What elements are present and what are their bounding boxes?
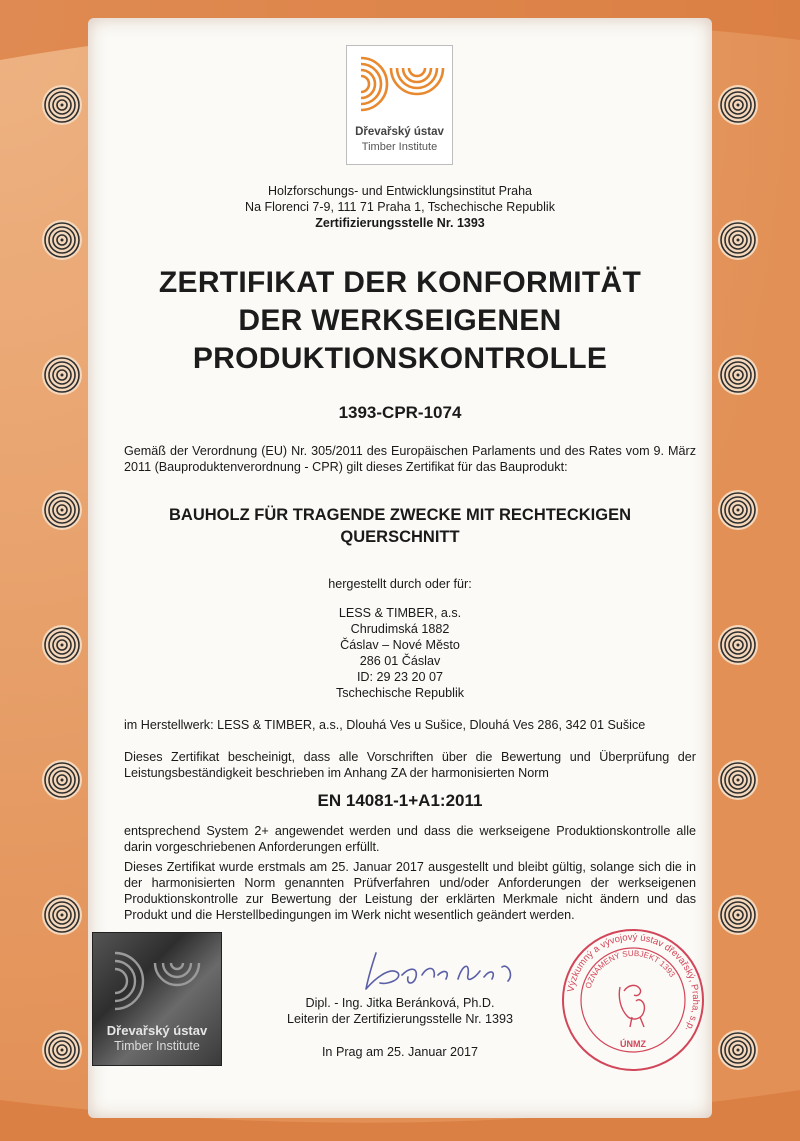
manufacturer-id: ID: 29 23 20 07 [356,670,444,684]
signatory-name: Dipl. - Ing. Jitka Beránková, Ph.D. [305,996,495,1010]
title-line1: ZERTIFIKAT DER KONFORMITÄT [158,266,642,299]
hologram-text-line1: Dřevařský ústav [106,1023,208,1038]
lion-emblem-icon [619,985,644,1027]
manufacturer-country: Tschechische Republik [335,686,465,700]
harmonised-standard: EN 14081-1+A1:2011 [317,791,483,810]
stamp-inner-text: OZNÁMENÝ SUBJEKT 1393 [583,948,677,990]
manufacturer-city: Čáslav – Nové Město [340,638,460,652]
product-line2: QUERSCHNITT [340,528,460,546]
system-paragraph: entsprechend System 2+ angewendet werden und dass die werkseigene Produktionskontrolle alle darin vorgeschriebenen Anforderungen erfüllt. [124,824,696,854]
title-line3: PRODUKTIONSKONTROLLE [192,342,608,375]
manufacturer-street: Chrudimská 1882 [350,622,450,636]
certificate-content [88,0,712,1141]
logo-text-line2: Timber Institute [361,141,438,153]
manufacturer-intro: hergestellt durch oder für: [328,577,472,591]
plant-location: im Herstellwerk: LESS & TIMBER, a.s., Dlouhá Ves u Sušice, Dlouhá Ves 286, 342 01 Sušice [124,718,646,732]
stamp-bottom-text: ÚNMZ [620,1039,646,1049]
signatory-role: Leiterin der Zertifizierungsstelle Nr. 1393 [286,1012,514,1026]
manufacturer-zip: 286 01 Čáslav [359,654,441,668]
logo-mark-icon [347,48,452,126]
issuer-name: Holzforschungs- und Entwicklungsinstitut Praha [267,184,533,198]
statement-paragraph: Dieses Zertifikat bescheinigt, dass alle Vorschriften über die Bewertung und Überprüfung der Leistungsbeständigkeit beschrieben im Anhang ZA der harmonisierten Norm [124,750,696,780]
manufacturer-name: LESS & TIMBER, a.s. [338,606,462,620]
certificate-number: 1393-CPR-1074 [338,403,462,422]
certification-body: Zertifizierungsstelle Nr. 1393 [315,216,485,230]
handwritten-signature [358,945,558,995]
title-line2: DER WERKSEIGENEN [238,304,562,337]
official-stamp [558,925,708,1075]
stamp-ring-text: Výzkumný a vývojový ústav dřevařský, Praha, s.p. [565,931,702,1034]
validity-paragraph: Dieses Zertifikat wurde erstmals am 25. Januar 2017 ausgestellt und bleibt gültig, solange sich die in der harmonisierten Norm genannten Prüfverfahren und/oder Anforderungen der werkseigenen Produktionskontrolle zur Bewertung der Leistung der erklärten Merkmale nicht ändern und das Produkt und die Herstellbedingungen im Werk nicht wesentlich geändert werden. [124,860,696,922]
issuer-address: Na Florenci 7-9, 111 71 Praha 1, Tschechische Republik [245,200,555,214]
product-line1: BAUHOLZ FÜR TRAGENDE ZWECKE MIT RECHTECKIGEN [169,506,631,524]
hologram-text-line2: Timber Institute [114,1039,200,1053]
logo-text-line1: Dřevařský ústav [355,126,444,138]
place-and-date: In Prag am 25. Januar 2017 [321,1045,479,1059]
institute-logo [346,45,453,165]
intro-paragraph: Gemäß der Verordnung (EU) Nr. 305/2011 des Europäischen Parlaments und des Rates vom 9. März 2011 (Bauproduktenverordnung - CPR) gilt dieses Zertifikat für das Bauprodukt: [124,444,696,474]
